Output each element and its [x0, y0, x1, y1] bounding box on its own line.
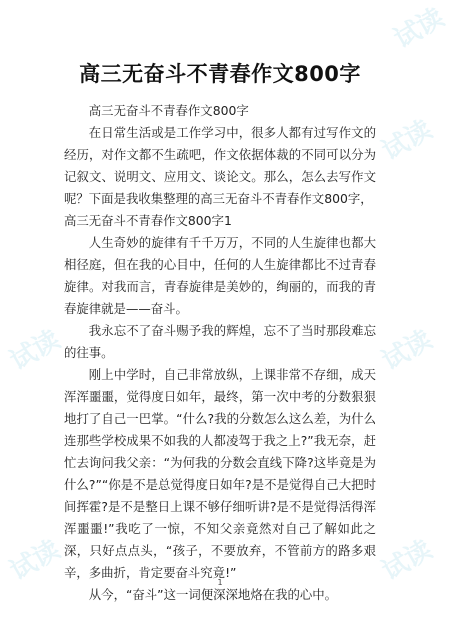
watermark: 试读 [389, 2, 450, 55]
watermark: 试读 [5, 534, 66, 587]
document-title: 高三无奋斗不青春作文800字 [79, 62, 361, 86]
watermark: 试读 [377, 534, 438, 587]
section-heading: 高三无奋斗不青春作文800字1 [64, 213, 232, 228]
watermark: 试读 [377, 114, 438, 167]
page-number: 1 [217, 578, 223, 587]
paragraph: 高三无奋斗不青春作文800字 [88, 103, 249, 118]
watermark: 试读 [5, 324, 66, 377]
paragraph: 我永忘不了奋斗赐予我的辉煌，忘不了当时那段难忘的往事。 [64, 323, 376, 360]
watermark: 试读 [377, 324, 438, 377]
paragraph: 从今，“奋斗”这一词便深深地烙在我的心中。 [88, 587, 338, 602]
paragraph: 刚上中学时，自己非常放纵，上课非常不存细，成天浑浑噩噩，觉得度日如年，最终，第一次中考的分数狠狠地打了自己一巴掌。“什么?我的分数怎么这么差，为什么连那些学校成果不如我的人都凌驾于我之上?”我无奈，赶忙去询问我父亲：“为何我的分数会直线下降?这毕竟是为什么?”“你是不是总觉得度日如年?是不是觉得自己大把时间挥霍?是不是整日上课不够仔细听讲?是不是觉得活得浑浑噩噩!”我吃了一惊，不知父亲竟然对自己了解如此之深，只好点点头，“孩子，不要放弃，不管前方的路多艰辛，多曲折，肯定要奋斗究竟!” [64, 367, 376, 580]
paragraph: 在日常生活或是工作学习中，很多人都有过写作文的经历，对作文都不生疏吧，作文依据体裁的不同可以分为记叙文、说明文、应用文、谈论文。那么，怎么去写作文呢？下面是我收集整理的高三无奋斗不青春作文800字， [64, 125, 376, 206]
document-body [64, 100, 376, 606]
paragraph: 人生奇妙的旋律有千千万万，不同的人生旋律也都大相径庭，但在我的心目中，任何的人生旋律都比不过青春旋律。对我而言，青春旋律是美妙的，绚丽的，而我的青春旋律就是——奋斗。 [64, 235, 376, 316]
